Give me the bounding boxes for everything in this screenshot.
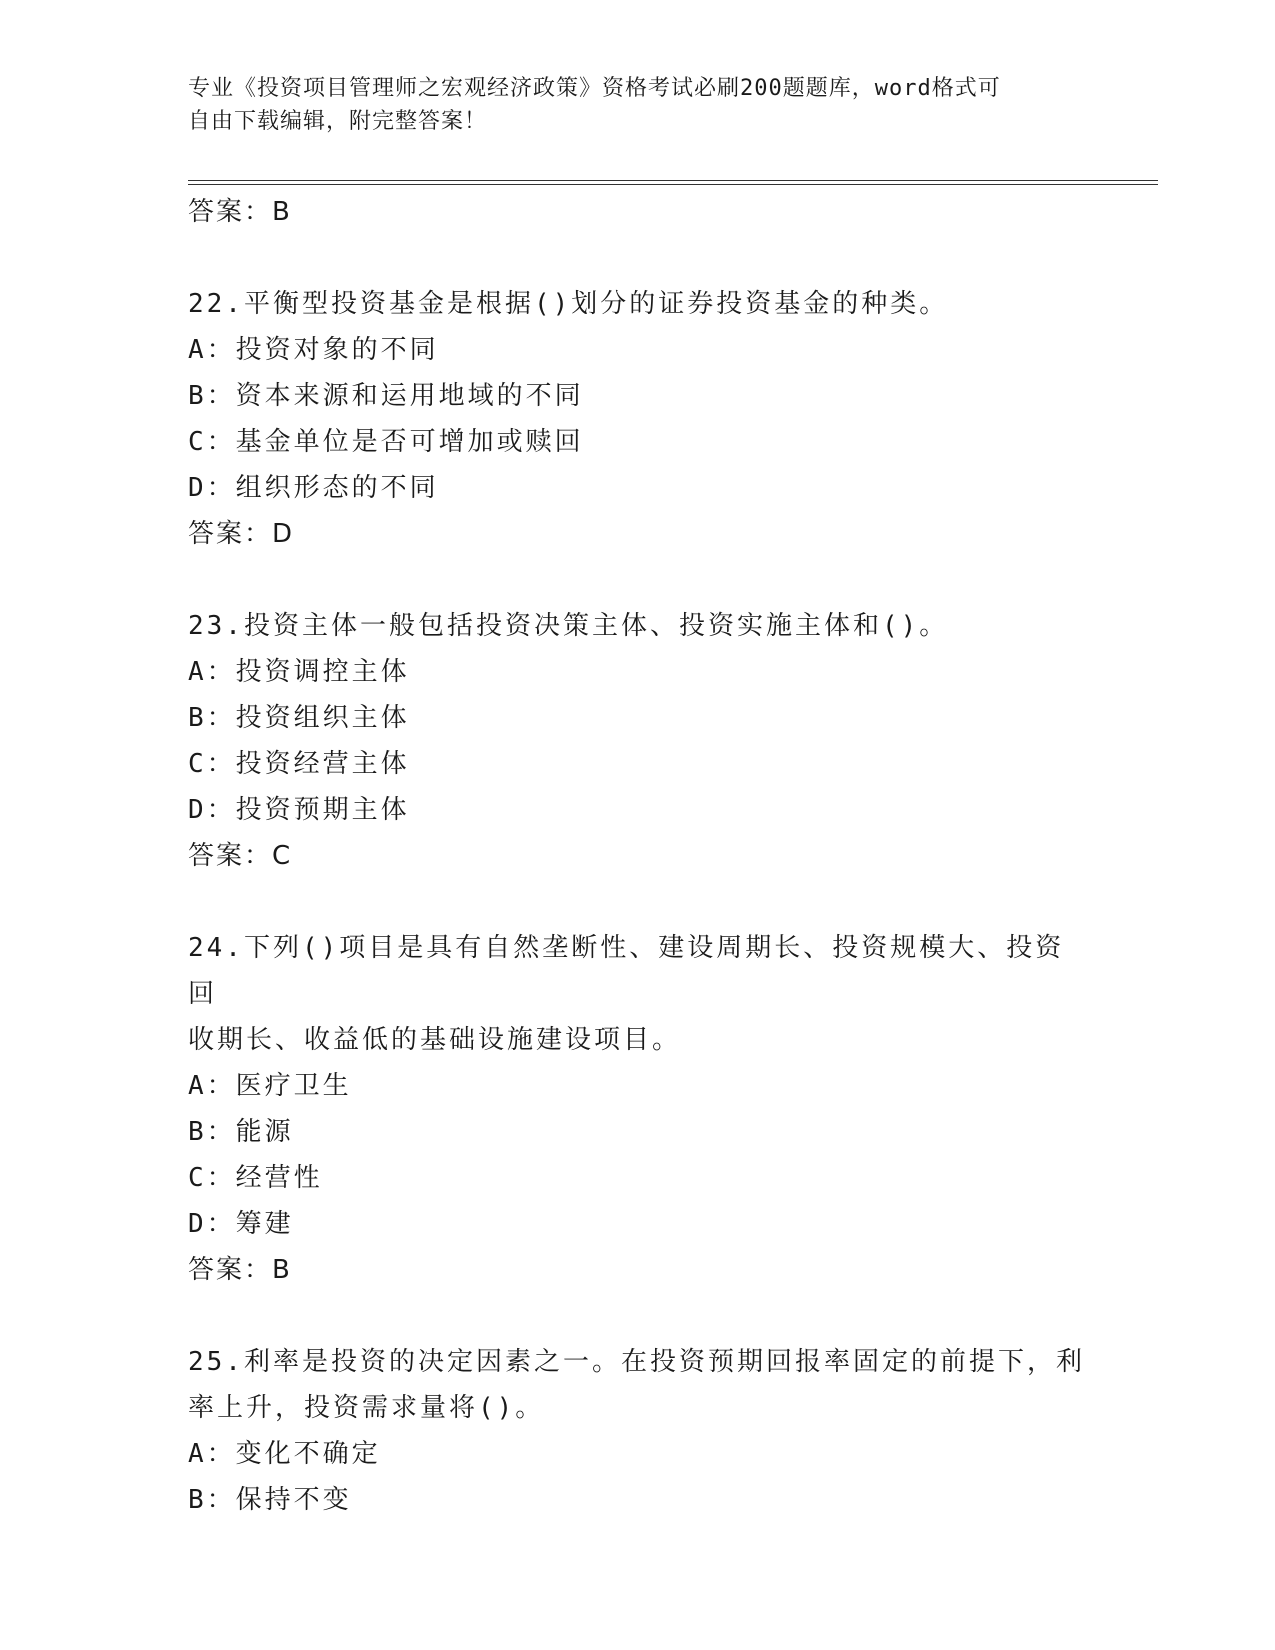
- question-list: [188, 189, 1088, 1523]
- option-d: D：筹建: [188, 1209, 294, 1239]
- document-header: [188, 72, 1088, 138]
- header-divider-top: [188, 180, 1158, 181]
- question-answer: 答案：D: [188, 519, 295, 549]
- option-b: B：资本来源和运用地域的不同: [188, 381, 584, 411]
- question-stem-line-2: 收期长、收益低的基础设施建设项目。: [188, 1025, 682, 1055]
- header-line-2: 自由下载编辑，附完整答案！: [188, 109, 488, 134]
- question-answer: 答案：C: [188, 841, 293, 871]
- question-25: [188, 1339, 1088, 1523]
- option-a: A：变化不确定: [188, 1439, 381, 1469]
- question-stem: 23.投资主体一般包括投资决策主体、投资实施主体和()。: [188, 611, 949, 641]
- option-c: C：基金单位是否可增加或赎回: [188, 427, 584, 457]
- question-23: [188, 603, 1088, 879]
- header-line-1: 专业《投资项目管理师之宏观经济政策》资格考试必刷200题题库，word格式可: [188, 76, 1001, 101]
- option-b: B：能源: [188, 1117, 294, 1147]
- question-stem-line-2: 率上升，投资需求量将()。: [188, 1393, 545, 1423]
- question-stem: 22.平衡型投资基金是根据()划分的证券投资基金的种类。: [188, 289, 949, 319]
- option-d: D：组织形态的不同: [188, 473, 439, 503]
- option-c: C：经营性: [188, 1163, 323, 1193]
- question-stem-line-1: 25.利率是投资的决定因素之一。在投资预期回报率固定的前提下，利: [188, 1347, 1085, 1377]
- question-24: [188, 925, 1088, 1293]
- option-d: D：投资预期主体: [188, 795, 410, 825]
- question-answer: 答案：B: [188, 1255, 292, 1285]
- option-c: C：投资经营主体: [188, 749, 410, 779]
- option-b: B：投资组织主体: [188, 703, 410, 733]
- question-22: [188, 281, 1088, 557]
- option-a: A：医疗卫生: [188, 1071, 352, 1101]
- option-a: A：投资调控主体: [188, 657, 410, 687]
- header-divider-bottom: [188, 184, 1158, 185]
- option-a: A：投资对象的不同: [188, 335, 439, 365]
- option-b: B：保持不变: [188, 1485, 352, 1515]
- question-stem-line-1: 24.下列()项目是具有自然垄断性、建设周期长、投资规模大、投资回: [188, 933, 1065, 1009]
- previous-answer: 答案：B: [188, 197, 292, 227]
